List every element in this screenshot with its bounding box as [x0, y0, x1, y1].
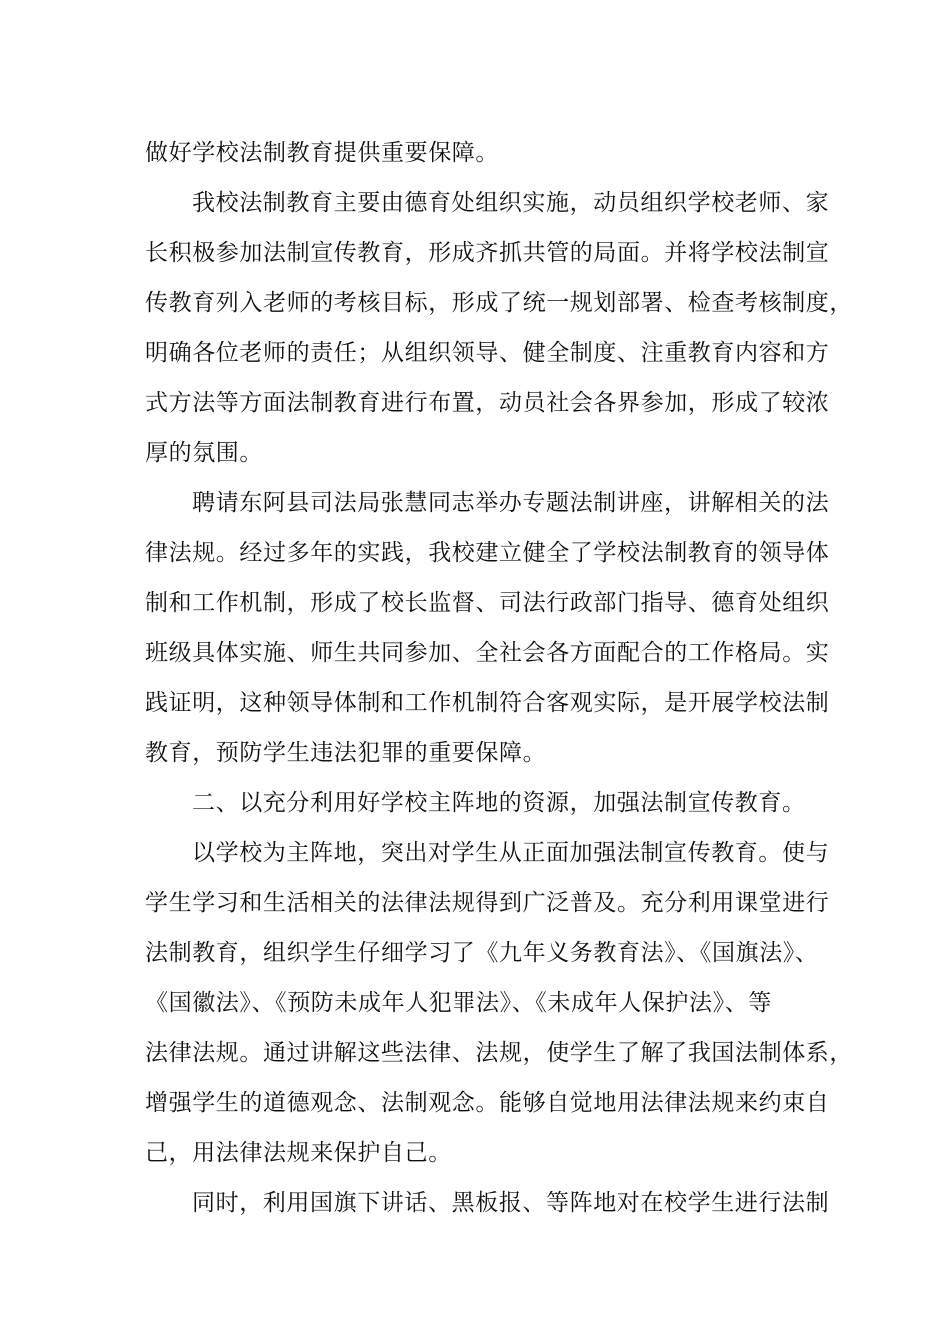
text-line: 传教育列入老师的考核目标，形成了统一规划部署、检查考核制度，	[145, 290, 853, 316]
section-heading: 二、以充分利用好学校主阵地的资源，加强法制宣传教育。	[192, 790, 806, 816]
text-line: 式方法等方面法制教育进行布置，动员社会各界参加，形成了较浓	[145, 390, 830, 416]
text-line: 制和工作机制，形成了校长监督、司法行政部门指导、德育处组织	[145, 590, 830, 616]
text-line: 法律法规。通过讲解这些法律、法规，使学生了解了我国法制体系，	[145, 1040, 853, 1066]
text-line: 以学校为主阵地，突出对学生从正面加强法制宣传教育。使与	[192, 840, 830, 866]
text-line: 厚的氛围。	[145, 440, 263, 466]
text-line: 法制教育，组织学生仔细学习了《九年义务教育法》、《国旗法》、	[145, 940, 819, 966]
text-line: 增强学生的道德观念、法制观念。能够自觉地用法律法规来约束自	[145, 1090, 830, 1116]
text-line: 明确各位老师的责任；从组织领导、健全制度、注重教育内容和方	[145, 340, 830, 366]
text-line: 己，用法律法规来保护自己。	[145, 1140, 452, 1166]
text-line: 《国徽法》、《预防未成年人犯罪法》、《未成年人保护法》、等	[145, 990, 772, 1016]
text-line: 我校法制教育主要由德育处组织实施，动员组织学校老师、家	[192, 190, 830, 216]
text-line: 聘请东阿县司法局张慧同志举办专题法制讲座，讲解相关的法	[192, 490, 830, 516]
text-line: 长积极参加法制宣传教育，形成齐抓共管的局面。并将学校法制宣	[145, 240, 830, 266]
text-line: 做好学校法制教育提供重要保障。	[145, 140, 499, 166]
text-line: 教育，预防学生违法犯罪的重要保障。	[145, 740, 547, 766]
text-line: 同时，利用国旗下讲话、黑板报、等阵地对在校学生进行法制	[192, 1190, 830, 1216]
text-line: 践证明，这种领导体制和工作机制符合客观实际，是开展学校法制	[145, 690, 830, 716]
text-line: 学生学习和生活相关的法律法规得到广泛普及。充分利用课堂进行	[145, 890, 830, 916]
text-line: 班级具体实施、师生共同参加、全社会各方面配合的工作格局。实	[145, 640, 830, 666]
text-line: 律法规。经过多年的实践，我校建立健全了学校法制教育的领导体	[145, 540, 830, 566]
